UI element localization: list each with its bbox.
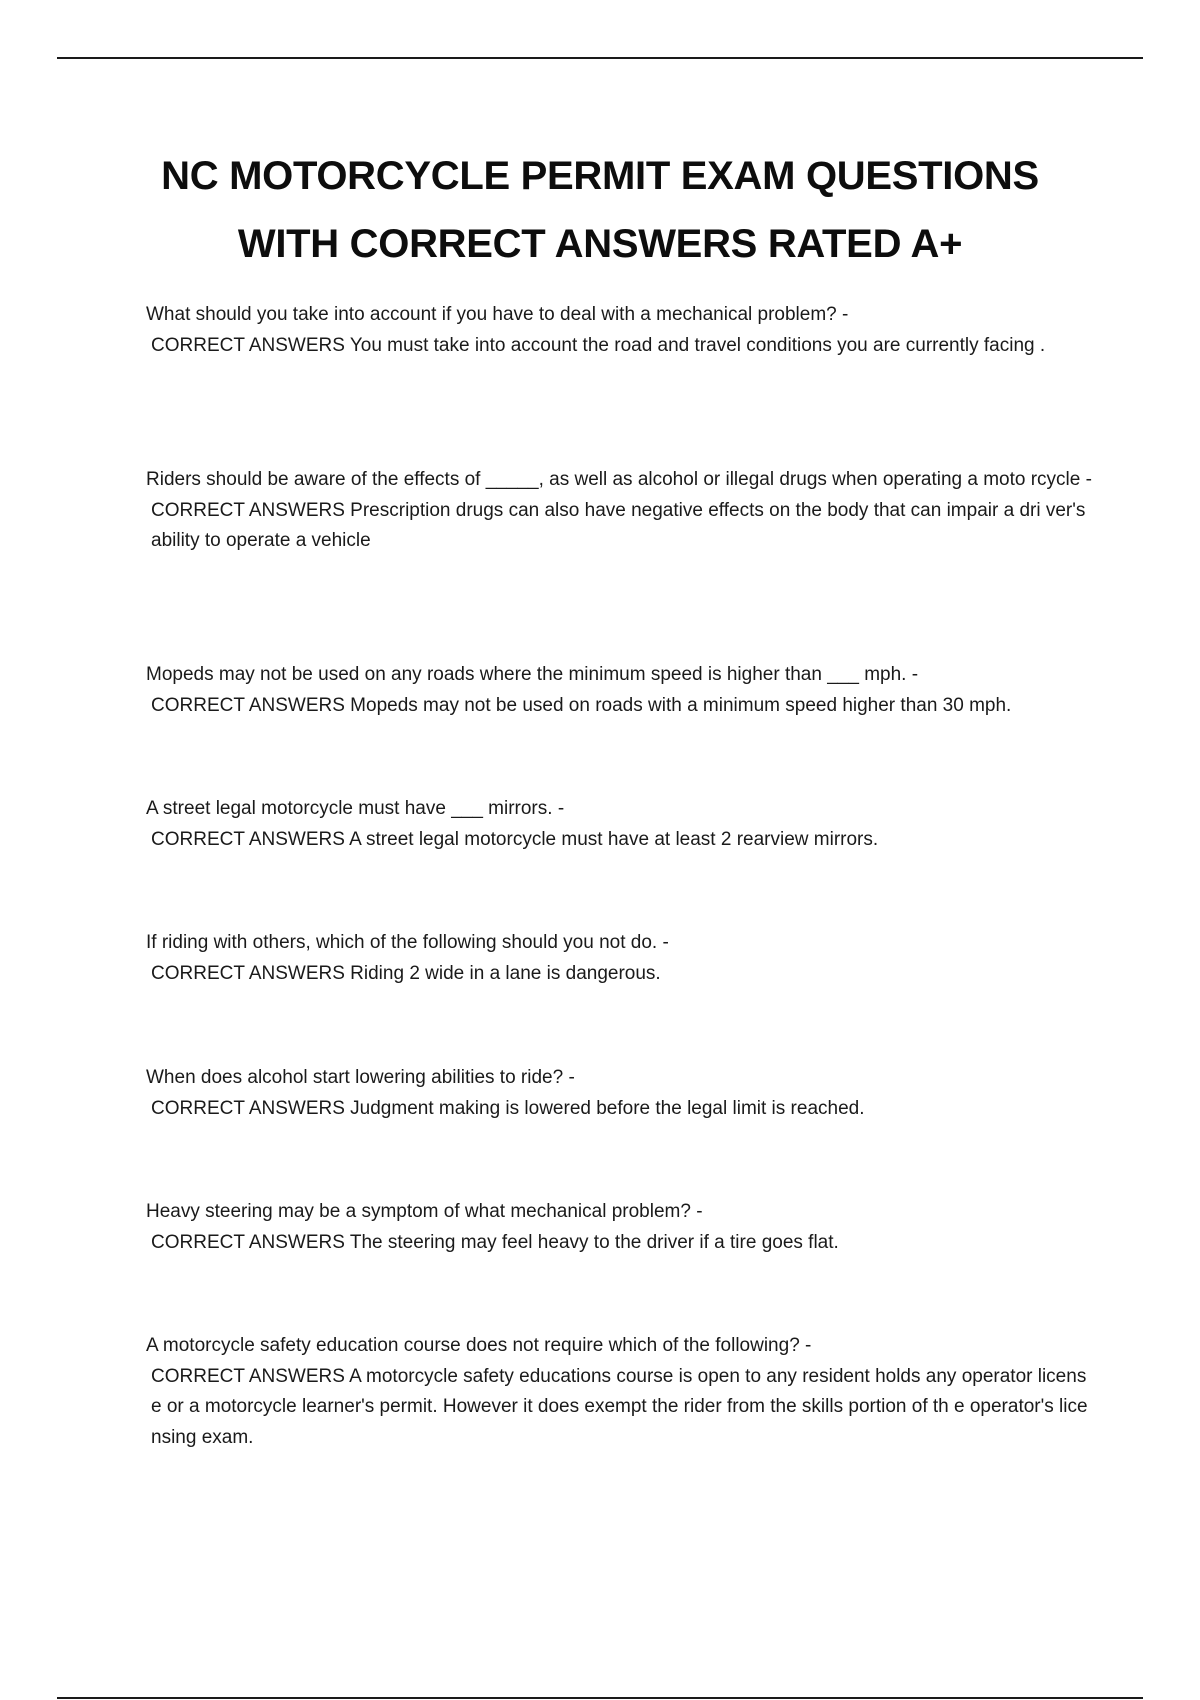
qa-item-3 — [146, 660, 1096, 721]
title-line-1: NC MOTORCYCLE PERMIT EXAM QUESTIONS — [161, 154, 1039, 198]
qa-item-1 — [146, 300, 1096, 361]
answer-text: CORRECT ANSWERS A motorcycle safety educations course is open to any resident holds any operator license or a motorcycle learner's permit. However it does exempt the rider from the skills portion of th e operator's licensing exam. — [151, 1365, 1088, 1448]
question-text: When does alcohol start lowering abilities to ride? - — [146, 1067, 575, 1088]
question-text: If riding with others, which of the following should you not do. - — [146, 932, 669, 953]
question-text: A motorcycle safety education course does not require which of the following? - — [146, 1335, 812, 1356]
top-rule — [57, 57, 1143, 59]
question-text: Mopeds may not be used on any roads where the minimum speed is higher than ___ mph. - — [146, 664, 919, 685]
qa-item-2 — [146, 465, 1096, 557]
answer-text: CORRECT ANSWERS Riding 2 wide in a lane is dangerous. — [151, 962, 661, 984]
bottom-rule — [57, 1697, 1143, 1699]
qa-item-4 — [146, 794, 1096, 855]
page-title — [100, 142, 1100, 278]
answer-text: CORRECT ANSWERS Judgment making is lowered before the legal limit is reached. — [151, 1097, 865, 1119]
qa-item-8 — [146, 1331, 1096, 1453]
qa-item-7 — [146, 1197, 1096, 1258]
title-line-2: WITH CORRECT ANSWERS RATED A+ — [237, 222, 963, 266]
question-text: A street legal motorcycle must have ___ mirrors. - — [146, 798, 565, 819]
answer-text: CORRECT ANSWERS You must take into account the road and travel conditions you are currently facing . — [151, 334, 1046, 356]
answer-text: CORRECT ANSWERS Prescription drugs can also have negative effects on the body that can impair a dri ver's ability to operate a vehicle — [151, 499, 1091, 551]
question-text: What should you take into account if you have to deal with a mechanical problem? - — [146, 304, 849, 325]
qa-item-6 — [146, 1063, 1096, 1124]
answer-text: CORRECT ANSWERS The steering may feel heavy to the driver if a tire goes flat. — [151, 1231, 839, 1253]
answer-text: CORRECT ANSWERS Mopeds may not be used on roads with a minimum speed higher than 30 mph. — [151, 694, 1012, 716]
qa-item-5 — [146, 928, 1096, 989]
answer-text: CORRECT ANSWERS A street legal motorcycle must have at least 2 rearview mirrors. — [151, 828, 879, 850]
question-text: Heavy steering may be a symptom of what mechanical problem? - — [146, 1201, 703, 1222]
question-text: Riders should be aware of the effects of _____, as well as alcohol or illegal drugs when operating a moto rcycle - — [146, 469, 1092, 490]
